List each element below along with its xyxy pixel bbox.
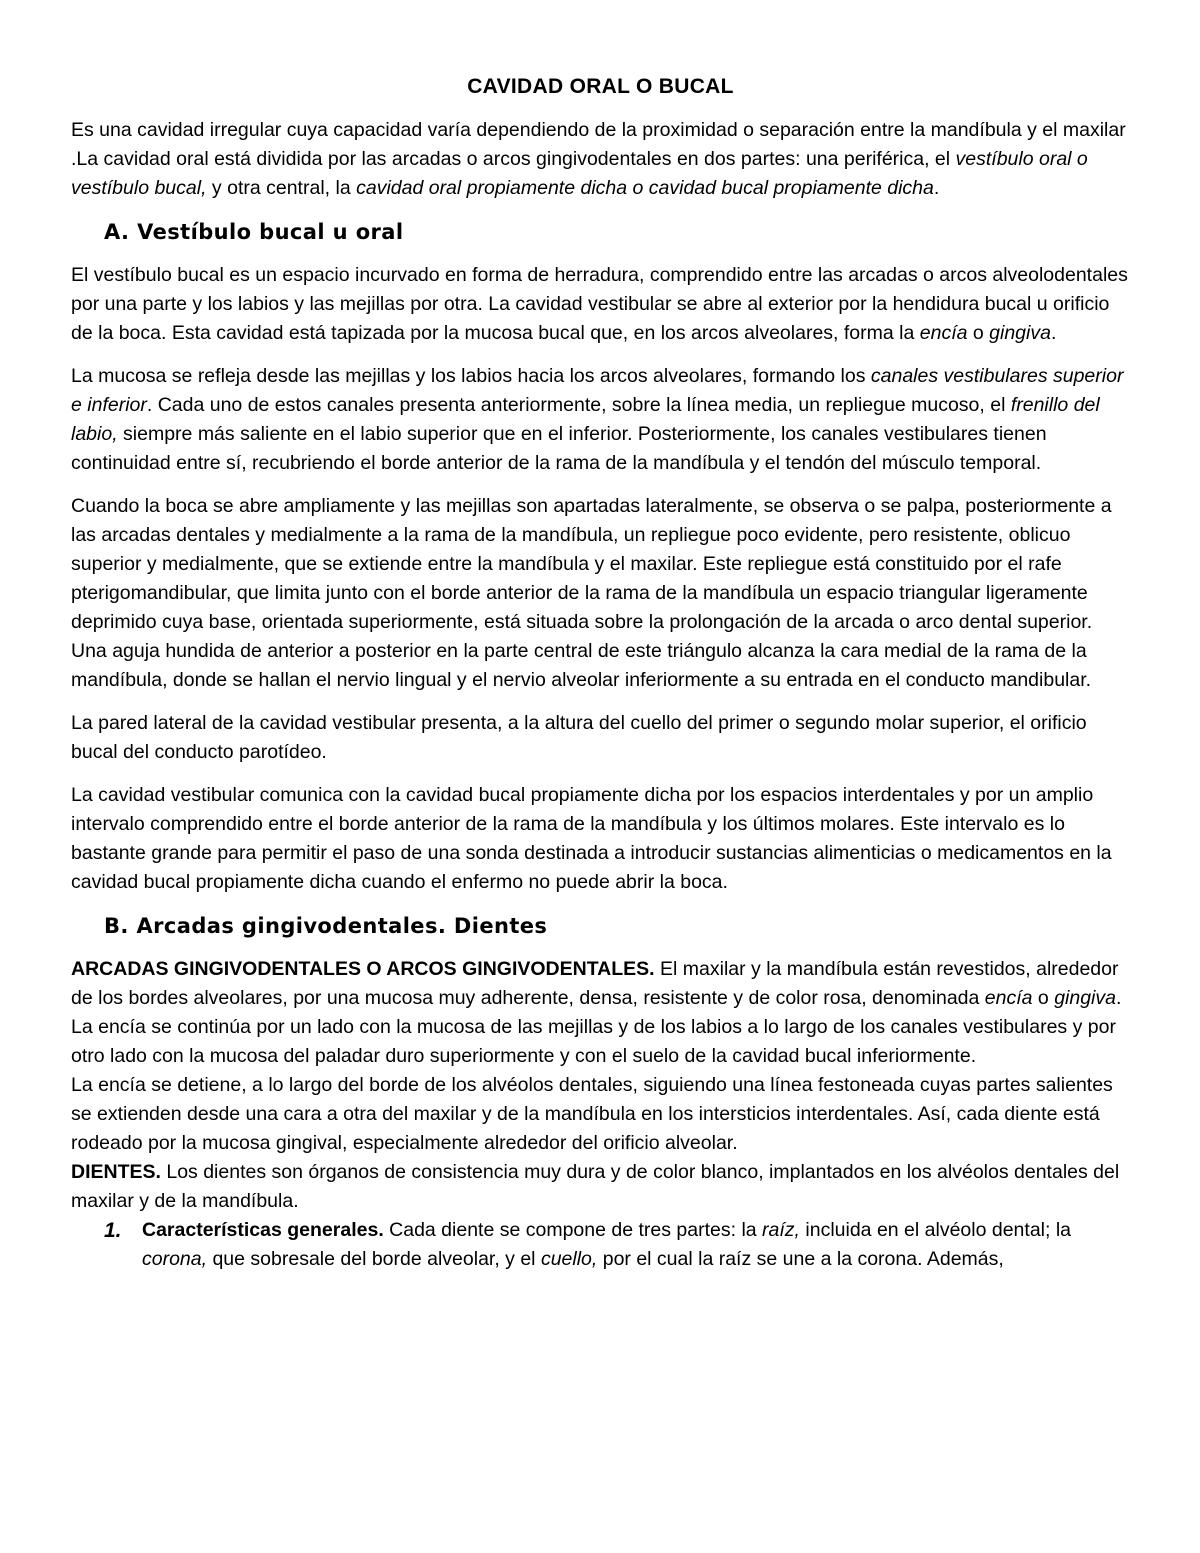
section-b-paragraph-1: [71, 955, 1130, 1013]
text: que sobresale del borde alveolar, y el: [207, 1248, 541, 1270]
text: La mucosa se refleja desde las mejillas y los labios hacia los arcos alveolares, formando los: [71, 365, 871, 387]
section-b-paragraph-4: [71, 1158, 1130, 1216]
text: siempre más saliente en el labio superior que en el inferior. Posteriormente, los canales vestibulares tienen continuidad entre sí, recubriendo el borde anterior de la rama de la mandíbula y el tendón del músculo temporal.: [71, 423, 1047, 474]
term-gingiva: gingiva: [1054, 987, 1116, 1009]
lead-arcadas: ARCADAS GINGIVODENTALES O ARCOS GINGIVODENTALES.: [71, 958, 655, 980]
term-encia: encía: [984, 987, 1033, 1009]
text: Cada diente se compone de tres partes: la: [383, 1219, 763, 1241]
term-encia: encía: [919, 322, 968, 344]
list-item-lead: Características generales.: [142, 1219, 384, 1241]
term-gingiva: gingiva: [989, 322, 1051, 344]
section-b-paragraph-3: La encía se detiene, a lo largo del borde de los alvéolos dentales, siguiendo una línea festoneada cuyas partes salientes se extienden desde una cara a otra del maxilar y de la mandíbula en los intersticios interdentales. Así, cada diente está rodeado por la mucosa gingival, especialmente alrededor del orificio alveolar.: [71, 1074, 1113, 1154]
term-corona: corona,: [142, 1248, 208, 1270]
section-a-paragraph-5: La cavidad vestibular comunica con la cavidad bucal propiamente dicha por los espacios interdentales y por un amplio intervalo comprendido entre el borde anterior de la rama de la mandíbula y los últimos molares. Este intervalo es lo bastante grande para permitir el paso de una sonda destinada a introducir sustancias alimenticias o medicamentos en la cavidad bucal propiamente dicha cuando el enfermo no puede abrir la boca.: [71, 784, 1112, 893]
intro-term-vestibulo: vestíbulo oral o vestíbulo bucal,: [71, 148, 1088, 199]
section-a-paragraph-2: [71, 362, 1130, 478]
term-cuello: cuello,: [540, 1248, 598, 1270]
text: .: [1115, 987, 1122, 1009]
term-raiz: raíz,: [762, 1219, 800, 1241]
intro-term-cavidad: cavidad oral propiamente dicha o cavidad bucal propiamente dicha: [356, 177, 934, 199]
list-number: 1.: [104, 1219, 122, 1242]
text: incluida en el alvéolo dental; la: [799, 1219, 1072, 1241]
section-b-heading: B. Arcadas gingivodentales. Dientes: [104, 914, 548, 938]
intro-text-e: .: [933, 177, 940, 199]
section-b-paragraph-2: La encía se continúa por un lado con la mucosa de las mejillas y de los labios a lo largo de los canales vestibulares y por otro lado con la mucosa del paladar duro superiormente y con el suelo de la cavidad bucal inferiormente.: [71, 1016, 1116, 1067]
intro-paragraph: [71, 116, 1130, 203]
intro-text-c: y otra central, la: [206, 177, 357, 199]
text: .: [1050, 322, 1057, 344]
text: Los dientes son órganos de consistencia muy dura y de color blanco, implantados en los alvéolos dentales del maxilar y de la mandíbula.: [71, 1161, 1120, 1212]
text: . Cada uno de estos canales presenta anteriormente, sobre la línea media, un repliegue mucoso, el: [146, 394, 1011, 416]
text: El maxilar y la mandíbula están revestidos, alrededor de los bordes alveolares, por una mucosa muy adherente, densa, resistente y de color rosa, denominada: [71, 958, 1119, 1009]
document-title: CAVIDAD ORAL O BUCAL: [467, 75, 734, 98]
text: o: [1032, 987, 1055, 1009]
section-a-paragraph-4: La pared lateral de la cavidad vestibular presenta, a la altura del cuello del primer o segundo molar superior, el orificio bucal del conducto parotídeo.: [71, 712, 1087, 763]
text: por el cual la raíz se une a la corona. Además,: [597, 1248, 1004, 1270]
section-a-paragraph-1: [71, 261, 1130, 348]
text: El vestíbulo bucal es un espacio incurvado en forma de herradura, comprendido entre las arcadas o arcos alveolodentales por una parte y los labios y las mejillas por otra. La cavidad vestibular se abre al exterior por la hendidura bucal u orificio de la boca. Esta cavidad está tapizada por la mucosa bucal que, en los arcos alveolares, forma la: [71, 264, 1128, 344]
term-frenillo: frenillo del labio,: [71, 394, 1100, 445]
section-a-paragraph-3: Cuando la boca se abre ampliamente y las mejillas son apartadas lateralmente, se observa o se palpa, posteriormente a las arcadas dentales y medialmente a la rama de la mandíbula, un repliegue poco evidente, pero resistente, oblicuo superior y medialmente, que se extiende entre la mandíbula y el maxilar. Este repliegue está constituido por el rafe pterigomandibular, que limita junto con el borde anterior de la rama de la mandíbula un espacio triangular ligeramente deprimido cuya base, orientada superiormente, está situada sobre la prolongación de la arcada o arco dental superior. Una aguja hundida de anterior a posterior en la parte central de este triángulo alcanza la cara medial de la rama de la mandíbula, donde se hallan el nervio lingual y el nervio alveolar inferiormente a su entrada en el conducto mandibular.: [71, 495, 1112, 691]
lead-dientes: DIENTES.: [71, 1161, 161, 1183]
section-a-heading: A. Vestíbulo bucal u oral: [104, 220, 404, 244]
intro-text-a: Es una cavidad irregular cuya capacidad varía dependiendo de la proximidad o separación entre la mandíbula y el maxilar .La cavidad oral está dividida por las arcadas o arcos gingivodentales en dos partes: una periférica, el: [71, 119, 1126, 170]
list-item: [71, 1216, 1130, 1274]
text: o: [967, 322, 990, 344]
term-canales: canales vestibulares superior e inferior: [71, 365, 1124, 416]
